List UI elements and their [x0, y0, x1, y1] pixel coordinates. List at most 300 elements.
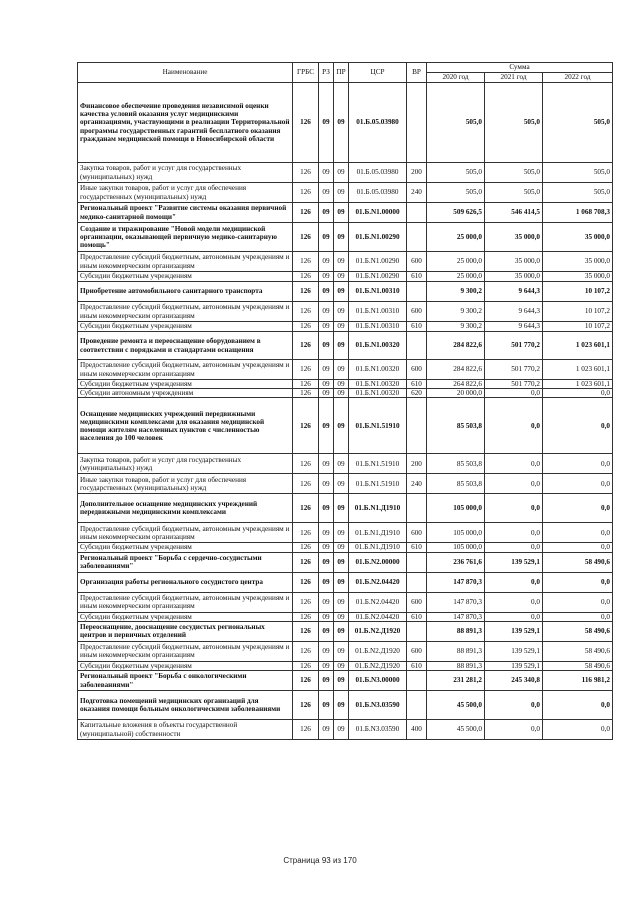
row-rz: 09 — [319, 661, 334, 670]
row-value-2020: 45 500,0 — [427, 720, 485, 740]
row-rz: 09 — [319, 282, 334, 302]
row-value-2021: 505,0 — [485, 83, 543, 163]
row-pr: 09 — [334, 720, 349, 740]
row-rz: 09 — [319, 163, 334, 183]
row-csr: 01.Б.N1.00320 — [349, 380, 407, 389]
row-rz: 09 — [319, 720, 334, 740]
row-pr: 09 — [334, 572, 349, 592]
row-name: Приобретение автомобильного санитарного транспорта — [78, 282, 293, 302]
row-value-2020: 264 822,6 — [427, 380, 485, 389]
row-value-2021: 0,0 — [485, 720, 543, 740]
header-vr: ВР — [407, 63, 427, 83]
row-value-2022: 0,0 — [543, 494, 613, 523]
row-pr: 09 — [334, 474, 349, 494]
row-vr — [407, 494, 427, 523]
row-value-2021: 9 644,3 — [485, 282, 543, 302]
row-csr: 01.Б.N2.04420 — [349, 592, 407, 612]
row-grbs: 126 — [293, 389, 319, 398]
row-name: Организация работы регионального сосудистого центра — [78, 572, 293, 592]
row-csr: 01.Б.N1.00290 — [349, 252, 407, 272]
row-pr: 09 — [334, 322, 349, 332]
row-value-2022: 35 000,0 — [543, 223, 613, 252]
row-csr: 01.Б.N1.00310 — [349, 282, 407, 302]
row-name: Субсидии автономным учреждениям — [78, 389, 293, 398]
row-vr — [407, 83, 427, 163]
row-rz: 09 — [319, 272, 334, 282]
row-value-2020: 85 503,8 — [427, 398, 485, 454]
row-rz: 09 — [319, 671, 334, 691]
row-name: Предоставление субсидий бюджетным, автономным учреждениям и иным некоммерческим организациям — [78, 360, 293, 380]
row-value-2020: 284 822,6 — [427, 360, 485, 380]
row-value-2022: 0,0 — [543, 572, 613, 592]
row-grbs: 126 — [293, 252, 319, 272]
row-vr: 400 — [407, 720, 427, 740]
row-csr: 01.Б.N1.00290 — [349, 272, 407, 282]
row-value-2022: 58 490,6 — [543, 641, 613, 661]
row-pr: 09 — [334, 494, 349, 523]
row-value-2021: 139 529,1 — [485, 641, 543, 661]
table-row — [78, 223, 613, 252]
row-rz: 09 — [319, 183, 334, 203]
row-pr: 09 — [334, 641, 349, 661]
row-grbs: 126 — [293, 272, 319, 282]
row-value-2021: 0,0 — [485, 612, 543, 621]
row-value-2022: 0,0 — [543, 454, 613, 474]
header-year-2021: 2021 год — [485, 73, 543, 83]
row-value-2022: 10 107,2 — [543, 302, 613, 322]
table-row — [78, 163, 613, 183]
row-csr: 01.Б.N1.51910 — [349, 454, 407, 474]
table-row — [78, 282, 613, 302]
row-value-2020: 25 000,0 — [427, 252, 485, 272]
header-sum: Сумма — [427, 63, 613, 73]
row-vr: 200 — [407, 163, 427, 183]
page-number: Страница 93 из 170 — [283, 856, 357, 865]
row-csr: 01.Б.N1.51910 — [349, 398, 407, 454]
row-pr: 09 — [334, 671, 349, 691]
row-pr: 09 — [334, 661, 349, 670]
row-name: Субсидии бюджетным учреждениям — [78, 322, 293, 332]
row-value-2020: 505,0 — [427, 83, 485, 163]
row-value-2022: 0,0 — [543, 612, 613, 621]
table-row — [78, 691, 613, 720]
row-name: Иные закупки товаров, работ и услуг для обеспечения государственных (муниципальных) нужд — [78, 474, 293, 494]
table-row — [78, 302, 613, 322]
row-csr: 01.Б.N1.00310 — [349, 302, 407, 322]
row-vr: 610 — [407, 272, 427, 282]
table-row — [78, 252, 613, 272]
row-value-2022: 1 068 708,3 — [543, 203, 613, 223]
row-grbs: 126 — [293, 203, 319, 223]
row-vr: 200 — [407, 454, 427, 474]
row-pr: 09 — [334, 332, 349, 360]
row-value-2022: 0,0 — [543, 543, 613, 552]
row-value-2020: 236 761,6 — [427, 552, 485, 572]
row-pr: 09 — [334, 252, 349, 272]
table-row — [78, 661, 613, 670]
row-pr: 09 — [334, 183, 349, 203]
table-row — [78, 572, 613, 592]
row-name: Субсидии бюджетным учреждениям — [78, 661, 293, 670]
row-pr: 09 — [334, 523, 349, 543]
row-value-2021: 501 770,2 — [485, 380, 543, 389]
row-grbs: 126 — [293, 671, 319, 691]
row-pr: 09 — [334, 203, 349, 223]
row-value-2022: 0,0 — [543, 474, 613, 494]
row-value-2022: 10 107,2 — [543, 322, 613, 332]
row-value-2022: 0,0 — [543, 398, 613, 454]
row-value-2020: 105 000,0 — [427, 494, 485, 523]
row-csr: 01.Б.N2.04420 — [349, 612, 407, 621]
row-value-2020: 88 891,3 — [427, 641, 485, 661]
table-row — [78, 389, 613, 398]
row-vr — [407, 223, 427, 252]
row-vr — [407, 691, 427, 720]
row-vr: 600 — [407, 252, 427, 272]
header-grbs: ГРБС — [293, 63, 319, 83]
table-row — [78, 380, 613, 389]
row-grbs: 126 — [293, 83, 319, 163]
row-value-2021: 35 000,0 — [485, 272, 543, 282]
row-name: Переоснащение, дооснащение сосудистых региональных центров и первичных отделений — [78, 621, 293, 641]
row-grbs: 126 — [293, 282, 319, 302]
row-value-2021: 0,0 — [485, 592, 543, 612]
row-value-2022: 505,0 — [543, 163, 613, 183]
row-value-2021: 501 770,2 — [485, 360, 543, 380]
row-rz: 09 — [319, 322, 334, 332]
row-rz: 09 — [319, 621, 334, 641]
row-name: Региональный проект "Борьба с онкологическими заболеваниями" — [78, 671, 293, 691]
row-pr: 09 — [334, 380, 349, 389]
table-row — [78, 272, 613, 282]
row-csr: 01.Б.N1.00320 — [349, 360, 407, 380]
row-vr: 600 — [407, 360, 427, 380]
row-csr: 01.Б.N1.00320 — [349, 389, 407, 398]
row-grbs: 126 — [293, 398, 319, 454]
row-vr: 620 — [407, 389, 427, 398]
row-name: Региональный проект "Развитие системы оказания первичной медико-санитарной помощи" — [78, 203, 293, 223]
row-vr — [407, 671, 427, 691]
row-vr: 600 — [407, 641, 427, 661]
row-grbs: 126 — [293, 183, 319, 203]
row-value-2021: 505,0 — [485, 163, 543, 183]
row-rz: 09 — [319, 252, 334, 272]
row-name: Оснащение медицинских учреждений передвижными медицинскими комплексами для оказания медицинской помощи жителям населенных пунктов с численностью населения до 100 человек — [78, 398, 293, 454]
row-grbs: 126 — [293, 474, 319, 494]
row-rz: 09 — [319, 691, 334, 720]
table-row — [78, 83, 613, 163]
row-csr: 01.Б.05.03980 — [349, 183, 407, 203]
row-pr: 09 — [334, 612, 349, 621]
row-value-2020: 25 000,0 — [427, 223, 485, 252]
row-pr: 09 — [334, 621, 349, 641]
row-value-2021: 0,0 — [485, 398, 543, 454]
row-value-2021: 0,0 — [485, 691, 543, 720]
row-rz: 09 — [319, 494, 334, 523]
row-value-2022: 58 490,6 — [543, 552, 613, 572]
row-name: Субсидии бюджетным учреждениям — [78, 380, 293, 389]
row-value-2020: 85 503,8 — [427, 454, 485, 474]
header-csr: ЦСР — [349, 63, 407, 83]
row-csr: 01.Б.N2.04420 — [349, 572, 407, 592]
row-vr: 610 — [407, 612, 427, 621]
row-name: Закупка товаров, работ и услуг для государственных (муниципальных) нужд — [78, 454, 293, 474]
row-value-2020: 105 000,0 — [427, 543, 485, 552]
row-vr — [407, 398, 427, 454]
row-rz: 09 — [319, 223, 334, 252]
header-year-2022: 2022 год — [543, 73, 613, 83]
row-name: Субсидии бюджетным учреждениям — [78, 612, 293, 621]
row-name: Субсидии бюджетным учреждениям — [78, 543, 293, 552]
row-pr: 09 — [334, 163, 349, 183]
row-value-2022: 10 107,2 — [543, 282, 613, 302]
row-value-2022: 116 981,2 — [543, 671, 613, 691]
row-name: Подготовка помещений медицинских организаций для оказания помощи больным онкологическими заболеваниями — [78, 691, 293, 720]
table-row — [78, 183, 613, 203]
row-csr: 01.Б.05.03980 — [349, 83, 407, 163]
header-year-2020: 2020 год — [427, 73, 485, 83]
table-row — [78, 454, 613, 474]
row-name: Предоставление субсидий бюджетным, автономным учреждениям и иным некоммерческим организациям — [78, 592, 293, 612]
row-pr: 09 — [334, 691, 349, 720]
table-row — [78, 332, 613, 360]
row-rz: 09 — [319, 641, 334, 661]
row-value-2020: 284 822,6 — [427, 332, 485, 360]
row-value-2022: 0,0 — [543, 523, 613, 543]
row-rz: 09 — [319, 332, 334, 360]
row-csr: 01.Б.N1.00290 — [349, 223, 407, 252]
row-csr: 01.Б.N2.Д1920 — [349, 661, 407, 670]
row-csr: 01.Б.N3.03590 — [349, 720, 407, 740]
row-value-2020: 25 000,0 — [427, 272, 485, 282]
row-value-2022: 35 000,0 — [543, 272, 613, 282]
row-value-2020: 88 891,3 — [427, 661, 485, 670]
table-row — [78, 360, 613, 380]
row-pr: 09 — [334, 552, 349, 572]
row-value-2022: 1 023 601,1 — [543, 360, 613, 380]
row-value-2022: 35 000,0 — [543, 252, 613, 272]
row-vr: 240 — [407, 183, 427, 203]
row-vr — [407, 572, 427, 592]
row-grbs: 126 — [293, 621, 319, 641]
row-csr: 01.Б.N1.00320 — [349, 332, 407, 360]
row-pr: 09 — [334, 454, 349, 474]
row-value-2020: 509 626,5 — [427, 203, 485, 223]
row-grbs: 126 — [293, 641, 319, 661]
row-value-2021: 0,0 — [485, 572, 543, 592]
row-grbs: 126 — [293, 163, 319, 183]
row-value-2022: 1 023 601,1 — [543, 332, 613, 360]
row-value-2022: 505,0 — [543, 83, 613, 163]
row-value-2020: 85 503,8 — [427, 474, 485, 494]
row-value-2022: 0,0 — [543, 720, 613, 740]
row-grbs: 126 — [293, 223, 319, 252]
row-value-2020: 45 500,0 — [427, 691, 485, 720]
row-grbs: 126 — [293, 360, 319, 380]
row-csr: 01.Б.N2.00000 — [349, 552, 407, 572]
row-grbs: 126 — [293, 543, 319, 552]
row-name: Дополнительное оснащение медицинских учреждений передвижными медицинскими комплексами — [78, 494, 293, 523]
row-pr: 09 — [334, 302, 349, 322]
budget-table — [77, 62, 613, 740]
row-pr: 09 — [334, 272, 349, 282]
table-row — [78, 621, 613, 641]
row-rz: 09 — [319, 454, 334, 474]
table-row — [78, 552, 613, 572]
table-row — [78, 523, 613, 543]
row-rz: 09 — [319, 302, 334, 322]
row-value-2020: 105 000,0 — [427, 523, 485, 543]
table-row — [78, 494, 613, 523]
row-value-2020: 147 870,3 — [427, 572, 485, 592]
row-rz: 09 — [319, 360, 334, 380]
row-value-2022: 58 490,6 — [543, 621, 613, 641]
row-value-2022: 58 490,6 — [543, 661, 613, 670]
table-row — [78, 671, 613, 691]
table-row — [78, 203, 613, 223]
row-rz: 09 — [319, 380, 334, 389]
row-grbs: 126 — [293, 380, 319, 389]
row-value-2022: 1 023 601,1 — [543, 380, 613, 389]
row-value-2021: 9 644,3 — [485, 322, 543, 332]
row-value-2022: 505,0 — [543, 183, 613, 203]
row-csr: 01.Б.N1.00000 — [349, 203, 407, 223]
row-vr: 600 — [407, 302, 427, 322]
row-rz: 09 — [319, 523, 334, 543]
row-value-2021: 0,0 — [485, 543, 543, 552]
row-name: Финансовое обеспечение проведения независимой оценки качества условий оказания услуг медицинскими организациями, участвующими в реализации Территориальной программы государственных гарантий бесплатного оказания гражданам медицинской помощи в Новосибирской области — [78, 83, 293, 163]
row-vr — [407, 282, 427, 302]
row-value-2021: 35 000,0 — [485, 252, 543, 272]
row-pr: 09 — [334, 360, 349, 380]
row-rz: 09 — [319, 474, 334, 494]
row-grbs: 126 — [293, 454, 319, 474]
table-row — [78, 543, 613, 552]
row-value-2021: 245 340,8 — [485, 671, 543, 691]
row-vr — [407, 621, 427, 641]
table-row — [78, 398, 613, 454]
row-name: Предоставление субсидий бюджетным, автономным учреждениям и иным некоммерческим организациям — [78, 641, 293, 661]
row-vr: 610 — [407, 380, 427, 389]
row-csr: 01.Б.05.03980 — [349, 163, 407, 183]
row-name: Предоставление субсидий бюджетным, автономным учреждениям и иным некоммерческим организациям — [78, 302, 293, 322]
row-csr: 01.Б.N3.00000 — [349, 671, 407, 691]
row-grbs: 126 — [293, 572, 319, 592]
table-row — [78, 612, 613, 621]
row-vr: 610 — [407, 322, 427, 332]
row-value-2021: 139 529,1 — [485, 552, 543, 572]
row-pr: 09 — [334, 592, 349, 612]
row-rz: 09 — [319, 552, 334, 572]
row-value-2021: 505,0 — [485, 183, 543, 203]
row-rz: 09 — [319, 592, 334, 612]
row-csr: 01.Б.N1.Д1910 — [349, 523, 407, 543]
row-name: Закупка товаров, работ и услуг для государственных (муниципальных) нужд — [78, 163, 293, 183]
table-row — [78, 592, 613, 612]
row-name: Создание и тиражирование "Новой модели медицинской организации, оказывающей первичную медико-санитарную помощь" — [78, 223, 293, 252]
row-value-2020: 88 891,3 — [427, 621, 485, 641]
row-grbs: 126 — [293, 332, 319, 360]
row-value-2020: 505,0 — [427, 183, 485, 203]
table-row — [78, 322, 613, 332]
row-value-2021: 0,0 — [485, 494, 543, 523]
row-value-2021: 139 529,1 — [485, 621, 543, 641]
row-value-2021: 139 529,1 — [485, 661, 543, 670]
row-value-2021: 0,0 — [485, 523, 543, 543]
row-value-2020: 9 300,2 — [427, 282, 485, 302]
row-rz: 09 — [319, 83, 334, 163]
row-csr: 01.Б.N1.Д1910 — [349, 494, 407, 523]
row-rz: 09 — [319, 572, 334, 592]
row-vr — [407, 332, 427, 360]
header-name: Наименование — [78, 63, 293, 83]
row-grbs: 126 — [293, 494, 319, 523]
row-vr: 610 — [407, 661, 427, 670]
row-value-2020: 147 870,3 — [427, 612, 485, 621]
row-grbs: 126 — [293, 302, 319, 322]
row-name: Капитальные вложения в объекты государственной (муниципальной) собственности — [78, 720, 293, 740]
header-rz: РЗ — [319, 63, 334, 83]
row-grbs: 126 — [293, 691, 319, 720]
row-grbs: 126 — [293, 322, 319, 332]
row-value-2020: 147 870,3 — [427, 592, 485, 612]
row-value-2021: 9 644,3 — [485, 302, 543, 322]
row-name: Предоставление субсидий бюджетным, автономным учреждениям и иным некоммерческим организациям — [78, 252, 293, 272]
row-grbs: 126 — [293, 552, 319, 572]
row-value-2021: 0,0 — [485, 474, 543, 494]
row-grbs: 126 — [293, 523, 319, 543]
table-row — [78, 641, 613, 661]
row-vr: 610 — [407, 543, 427, 552]
row-grbs: 126 — [293, 612, 319, 621]
row-rz: 09 — [319, 612, 334, 621]
row-value-2020: 9 300,2 — [427, 302, 485, 322]
row-value-2021: 546 414,5 — [485, 203, 543, 223]
row-vr: 240 — [407, 474, 427, 494]
row-vr: 600 — [407, 592, 427, 612]
row-value-2022: 0,0 — [543, 389, 613, 398]
row-grbs: 126 — [293, 592, 319, 612]
row-csr: 01.Б.N1.Д1910 — [349, 543, 407, 552]
row-value-2022: 0,0 — [543, 691, 613, 720]
row-name: Иные закупки товаров, работ и услуг для обеспечения государственных (муниципальных) нужд — [78, 183, 293, 203]
row-vr — [407, 552, 427, 572]
row-pr: 09 — [334, 282, 349, 302]
row-rz: 09 — [319, 543, 334, 552]
row-pr: 09 — [334, 389, 349, 398]
row-value-2021: 0,0 — [485, 389, 543, 398]
row-grbs: 126 — [293, 661, 319, 670]
row-value-2021: 35 000,0 — [485, 223, 543, 252]
row-csr: 01.Б.N1.51910 — [349, 474, 407, 494]
row-rz: 09 — [319, 203, 334, 223]
row-value-2020: 20 000,0 — [427, 389, 485, 398]
row-value-2020: 505,0 — [427, 163, 485, 183]
row-value-2021: 0,0 — [485, 454, 543, 474]
row-value-2022: 0,0 — [543, 592, 613, 612]
table-row — [78, 720, 613, 740]
row-pr: 09 — [334, 223, 349, 252]
row-csr: 01.Б.N2.Д1920 — [349, 621, 407, 641]
header-pr: ПР — [334, 63, 349, 83]
row-value-2020: 231 281,2 — [427, 671, 485, 691]
row-name: Субсидии бюджетным учреждениям — [78, 272, 293, 282]
row-pr: 09 — [334, 543, 349, 552]
row-vr — [407, 203, 427, 223]
row-rz: 09 — [319, 389, 334, 398]
row-csr: 01.Б.N3.03590 — [349, 691, 407, 720]
row-name: Проведение ремонта и переоснащение оборудованием в соответствии с порядками и стандартами оснащения — [78, 332, 293, 360]
